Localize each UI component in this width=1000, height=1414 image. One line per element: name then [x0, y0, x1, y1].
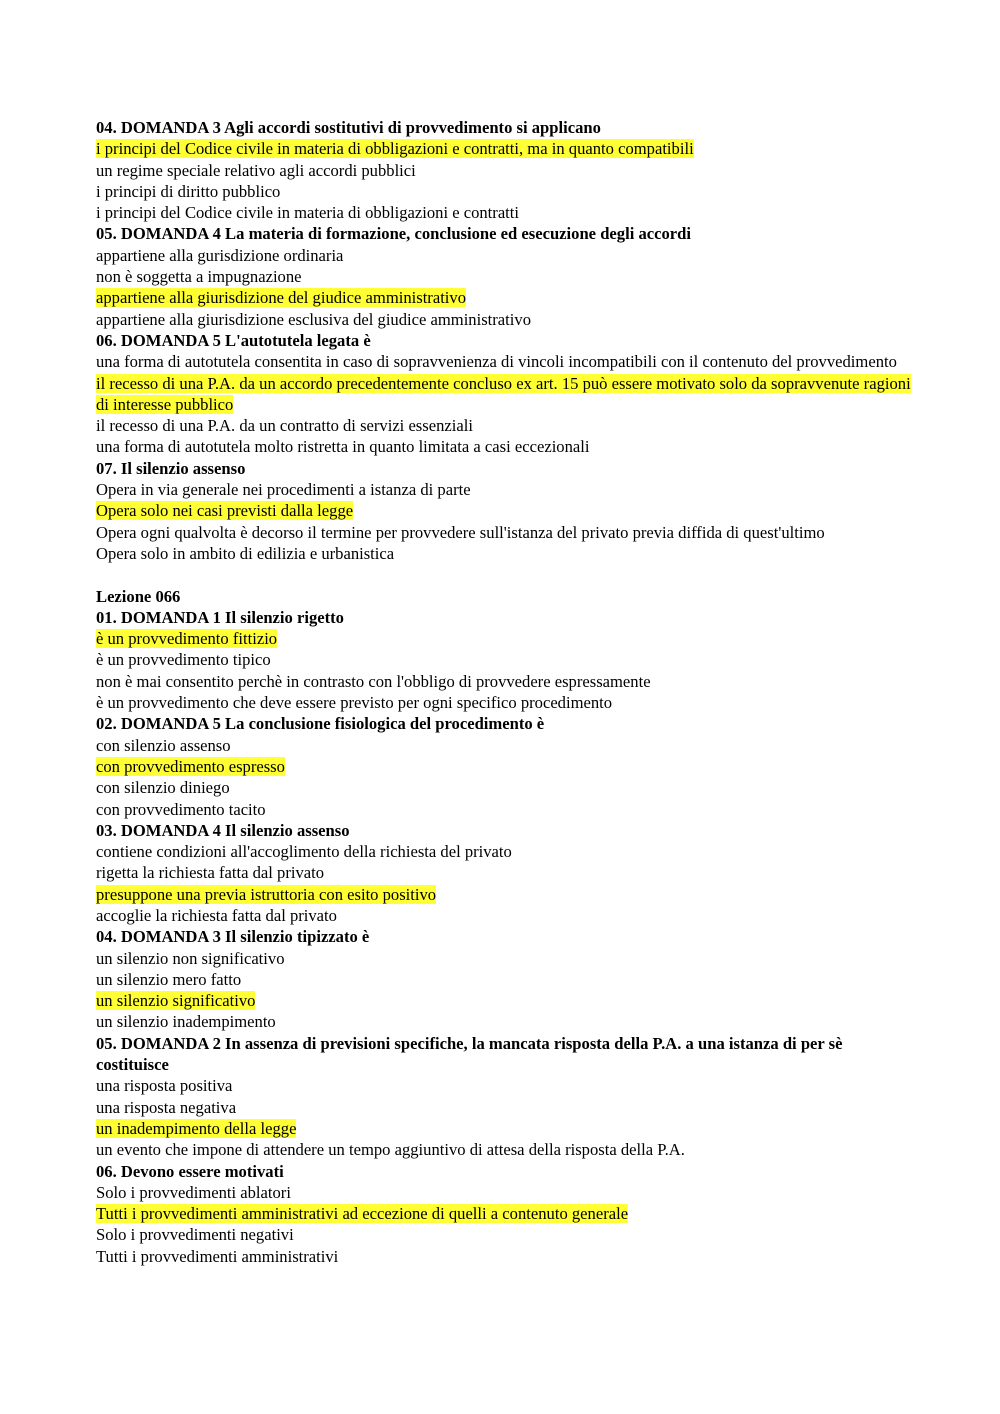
answer-text: Tutti i provvedimenti amministrativi: [96, 1246, 339, 1266]
answer-option: [96, 777, 916, 798]
answer-option: [96, 160, 916, 181]
answer-option-correct: [96, 1203, 916, 1224]
answer-option-correct: [96, 756, 916, 777]
answer-option: [96, 479, 916, 500]
answer-text: il recesso di una P.A. da un accordo precedentemente concluso ex art. 15 può essere motivato solo da sopravvenute ragioni di interesse pubblico: [96, 373, 911, 414]
question-block: [96, 607, 916, 713]
answer-option: [96, 905, 916, 926]
answer-text: è un provvedimento fittizio: [96, 629, 278, 649]
question-block: [96, 223, 916, 329]
answer-option-correct: [96, 884, 916, 905]
answer-option-correct: [96, 1118, 916, 1139]
answer-option: [96, 1182, 916, 1203]
question-text: 05. DOMANDA 2 In assenza di previsioni specifiche, la mancata risposta della P.A. a una istanza di per sè costituisce: [96, 1033, 843, 1075]
answer-option: [96, 351, 916, 372]
answer-text: con provvedimento tacito: [96, 799, 266, 819]
answer-option: [96, 309, 916, 330]
answer-option: [96, 735, 916, 756]
answer-option-correct: [96, 990, 916, 1011]
question-block: [96, 1033, 916, 1161]
answer-text: i principi del Codice civile in materia di obbligazioni e contratti: [96, 203, 520, 223]
answer-option: [96, 841, 916, 862]
document-page: [96, 117, 916, 1267]
answer-text: appartiene alla giurisdizione esclusiva del giudice amministrativo: [96, 309, 531, 329]
answer-option: [96, 1139, 916, 1160]
question-block: [96, 820, 916, 926]
answer-text: Solo i provvedimenti ablatori: [96, 1182, 291, 1202]
answer-option-correct: [96, 138, 916, 159]
question-text: 02. DOMANDA 5 La conclusione fisiologica del procedimento è: [96, 714, 545, 734]
question-text: 07. Il silenzio assenso: [96, 458, 246, 478]
answer-text: una forma di autotutela consentita in caso di sopravvenienza di vincoli incompatibili con il contenuto del provvedimento: [96, 352, 897, 372]
answer-text: un inadempimento della legge: [96, 1118, 297, 1138]
answer-option: [96, 1075, 916, 1096]
answer-option: [96, 1011, 916, 1032]
answer-option: [96, 202, 916, 223]
answer-option: [96, 671, 916, 692]
question-text: 06. DOMANDA 5 L'autotutela legata è: [96, 330, 371, 350]
answer-option: [96, 969, 916, 990]
answer-text: un regime speciale relativo agli accordi pubblici: [96, 160, 416, 180]
answer-option: [96, 948, 916, 969]
answer-text: il recesso di una P.A. da un contratto di servizi essenziali: [96, 416, 473, 436]
answer-text: contiene condizioni all'accoglimento della richiesta del privato: [96, 842, 512, 862]
answer-text: Tutti i provvedimenti amministrativi ad eccezione di quelli a contenuto generale: [96, 1204, 629, 1224]
answer-option: [96, 1097, 916, 1118]
question-text: 01. DOMANDA 1 Il silenzio rigetto: [96, 607, 344, 627]
answer-text: non è soggetta a impugnazione: [96, 267, 302, 287]
answer-text: i principi di diritto pubblico: [96, 181, 281, 201]
question-block: [96, 117, 916, 223]
answer-text: appartiene alla gurisdizione ordinaria: [96, 245, 344, 265]
answer-option: [96, 799, 916, 820]
answer-text: una risposta positiva: [96, 1076, 233, 1096]
question-text: 04. DOMANDA 3 Agli accordi sostitutivi di provvedimento si applicano: [96, 118, 601, 137]
answer-option-correct: [96, 373, 916, 416]
answer-text: un evento che impone di attendere un tempo aggiuntivo di attesa della risposta della P.A.: [96, 1140, 685, 1160]
answer-option: [96, 1224, 916, 1245]
question-text: 03. DOMANDA 4 Il silenzio assenso: [96, 820, 350, 840]
answer-option: [96, 266, 916, 287]
section: [96, 117, 916, 564]
answer-text: accoglie la richiesta fatta dal privato: [96, 905, 337, 925]
answer-option: [96, 692, 916, 713]
answer-text: un silenzio inadempimento: [96, 1012, 276, 1032]
question-block: [96, 926, 916, 1032]
answer-text: Opera solo nei casi previsti dalla legge: [96, 501, 354, 521]
answer-option: [96, 543, 916, 564]
question-text: 05. DOMANDA 4 La materia di formazione, conclusione ed esecuzione degli accordi: [96, 224, 691, 244]
answer-text: una forma di autotutela molto ristretta in quanto limitata a casi eccezionali: [96, 437, 590, 457]
answer-text: rigetta la richiesta fatta dal privato: [96, 863, 325, 883]
answer-option: [96, 181, 916, 202]
answer-text: un silenzio non significativo: [96, 948, 285, 968]
question-text: 06. Devono essere motivati: [96, 1161, 284, 1181]
answer-text: Opera in via generale nei procedimenti a istanza di parte: [96, 480, 471, 500]
answer-text: un silenzio significativo: [96, 991, 256, 1011]
answer-option-correct: [96, 287, 916, 308]
answer-option-correct: [96, 500, 916, 521]
question-block: [96, 330, 916, 458]
answer-option: [96, 245, 916, 266]
answer-text: appartiene alla giurisdizione del giudice amministrativo: [96, 288, 467, 308]
answer-text: i principi del Codice civile in materia di obbligazioni e contratti, ma in quanto compatibili: [96, 139, 694, 159]
answer-option: [96, 436, 916, 457]
answer-text: Opera ogni qualvolta è decorso il termine per provvedere sull'istanza del privato previa diffida di quest'ultimo: [96, 522, 825, 542]
answer-option: [96, 415, 916, 436]
section: [96, 586, 916, 1268]
answer-text: una risposta negativa: [96, 1097, 237, 1117]
answer-text: è un provvedimento tipico: [96, 650, 271, 670]
answer-text: presuppone una previa istruttoria con esito positivo: [96, 884, 437, 904]
answer-text: non è mai consentito perchè in contrasto con l'obbligo di provvedere espressamente: [96, 671, 651, 691]
question-text: 04. DOMANDA 3 Il silenzio tipizzato è: [96, 927, 370, 947]
answer-text: con silenzio assenso: [96, 735, 231, 755]
question-block: [96, 458, 916, 564]
answer-text: con provvedimento espresso: [96, 756, 285, 776]
section-heading: Lezione 066: [96, 586, 181, 606]
answer-text: Opera solo in ambito di edilizia e urbanistica: [96, 543, 395, 563]
answer-text: Solo i provvedimenti negativi: [96, 1225, 294, 1245]
answer-option: [96, 649, 916, 670]
question-block: [96, 713, 916, 819]
answer-option: [96, 1246, 916, 1267]
answer-option-correct: [96, 628, 916, 649]
answer-text: un silenzio mero fatto: [96, 969, 242, 989]
answer-option: [96, 862, 916, 883]
answer-text: con silenzio diniego: [96, 778, 230, 798]
answer-text: è un provvedimento che deve essere previsto per ogni specifico procedimento: [96, 693, 613, 713]
answer-option: [96, 522, 916, 543]
question-block: [96, 1161, 916, 1267]
